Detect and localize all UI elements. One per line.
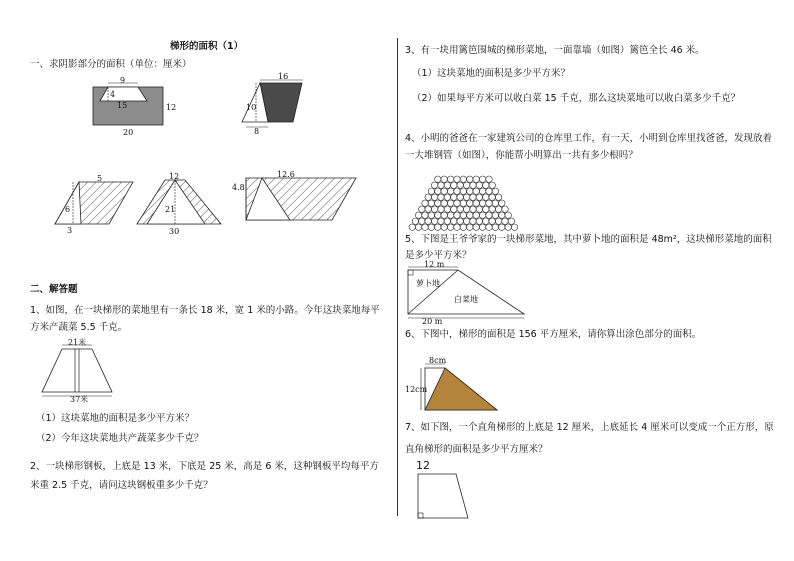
pipe xyxy=(486,212,492,218)
pipe xyxy=(476,194,482,200)
pipe xyxy=(454,200,460,206)
pipe xyxy=(486,224,492,230)
question-6: 6、下图中，梯形的面积是 156 平方厘米，请你算出涂色部分的面积。 xyxy=(405,329,702,340)
pipe xyxy=(486,188,492,194)
pipe xyxy=(457,206,463,212)
question-5: 5、下图是王爷爷家的一块梯形菜地，其中萝卜地的面积是 48m²，这块梯形菜地的面积是多少平方米？ xyxy=(405,234,772,261)
pipe xyxy=(444,218,450,224)
pipe xyxy=(492,200,498,206)
pipe xyxy=(495,218,501,224)
pipe xyxy=(483,218,489,224)
pipe xyxy=(441,200,447,206)
pipe xyxy=(505,224,511,230)
pipe xyxy=(495,206,501,212)
pipe xyxy=(454,224,460,230)
pipe xyxy=(460,176,466,182)
q5-label-cabbage: 白菜地 xyxy=(454,295,478,304)
pipe xyxy=(460,212,466,218)
pipe xyxy=(486,176,492,182)
pipe xyxy=(441,224,447,230)
pipe xyxy=(435,176,441,182)
pipe xyxy=(479,176,485,182)
q5-label-bottom: 20 m xyxy=(422,317,443,326)
fig3-label-top: 5 xyxy=(97,174,103,183)
pipe xyxy=(447,176,453,182)
fig4-label-bottom: 30 xyxy=(169,227,180,236)
pipe xyxy=(499,212,505,218)
question-1: 1、如图，在一块梯形的菜地里有一条长 18 米，宽 1 米的小路。今年这块菜地每平方米产蔬菜 5.5 千克。 xyxy=(30,305,380,333)
question-3: 3、有一块用篱笆围城的梯形菜地，一面靠墙（如图）篱笆全长 46 米。 xyxy=(405,45,705,56)
pipe xyxy=(463,194,469,200)
pipe xyxy=(476,218,482,224)
pipe xyxy=(444,206,450,212)
pipe xyxy=(419,206,425,212)
pipe xyxy=(454,188,460,194)
pipe xyxy=(447,212,453,218)
q6-label-left: 12cm xyxy=(405,385,428,394)
pipe xyxy=(438,182,444,188)
pipe xyxy=(435,188,441,194)
question-3b: （2）如果每平方米可以收白菜 15 千克，那么这块菜地可以收白菜多少千克？ xyxy=(412,93,741,104)
pipe xyxy=(479,212,485,218)
pipe xyxy=(473,188,479,194)
pipe xyxy=(425,194,431,200)
figure-2-trapezoid xyxy=(238,72,308,136)
pipe xyxy=(444,182,450,188)
pipe xyxy=(457,218,463,224)
figure-1-rect-trapezoid xyxy=(80,76,190,140)
pipe xyxy=(463,206,469,212)
pipe xyxy=(479,200,485,206)
pipe xyxy=(457,194,463,200)
fig5-label-left: 4.8 xyxy=(232,183,245,192)
pipe xyxy=(444,194,450,200)
pipe xyxy=(467,200,473,206)
pipe xyxy=(415,212,421,218)
pipe xyxy=(483,182,489,188)
q4-figure-pipe-stack xyxy=(405,172,525,232)
pipe xyxy=(412,218,418,224)
pipe xyxy=(467,188,473,194)
pipe xyxy=(431,194,437,200)
pipe xyxy=(486,200,492,206)
question-3a: （1）这块菜地的面积是多少平方米？ xyxy=(412,68,571,79)
pipe xyxy=(422,224,428,230)
pipe xyxy=(505,212,511,218)
pipe xyxy=(467,176,473,182)
pipe xyxy=(460,200,466,206)
fig4-label-mid: 21 xyxy=(165,205,176,214)
pipe xyxy=(502,206,508,212)
question-1b: （2）今年这块菜地共产蔬菜多少千克？ xyxy=(36,433,204,444)
pipe xyxy=(492,188,498,194)
q6-figure-shaded-triangle xyxy=(405,358,500,414)
pipe xyxy=(428,224,434,230)
pipe xyxy=(425,218,431,224)
pipe xyxy=(428,188,434,194)
pipe xyxy=(447,188,453,194)
pipe xyxy=(441,212,447,218)
pipe xyxy=(454,176,460,182)
fig1-label-right: 12 xyxy=(166,103,177,112)
pipe xyxy=(476,206,482,212)
q1-label-bottom: 37米 xyxy=(70,395,89,404)
pipe xyxy=(431,182,437,188)
pipe xyxy=(435,224,441,230)
q1-label-top: 21米 xyxy=(68,338,87,347)
fig5-label-top: 12.6 xyxy=(277,170,295,179)
q1-figure-trapezoid-road xyxy=(40,340,115,402)
pipe xyxy=(476,182,482,188)
pipe xyxy=(467,212,473,218)
pipe xyxy=(470,194,476,200)
question-2: 2、一块梯形钢板，上底是 13 米，下底是 25 米，高是 6 米，这种钢板平均每平方米重 2.5 千克，请问这块钢板重多少千克？ xyxy=(30,461,379,491)
pipe xyxy=(451,182,457,188)
pipe xyxy=(489,218,495,224)
fig1-label-bottom: 20 xyxy=(123,128,134,137)
pipe xyxy=(457,182,463,188)
fig1-label-top: 9 xyxy=(120,76,126,85)
pipe xyxy=(489,194,495,200)
pipe xyxy=(431,218,437,224)
pipe xyxy=(495,194,501,200)
pipe xyxy=(431,206,437,212)
pipe xyxy=(447,224,453,230)
pipe xyxy=(492,224,498,230)
pipe xyxy=(470,182,476,188)
fig2-label-bottom: 8 xyxy=(254,127,260,136)
pipe xyxy=(428,200,434,206)
q6-label-top: 8cm xyxy=(429,356,447,365)
question-1a: （1）这块菜地的面积是多少平方米？ xyxy=(36,413,195,424)
question-4: 4、小明的爸爸在一家建筑公司的仓库里工作，有一天，小明到仓库里找爸爸，发现放着一大堆钢管（如图），你能帮小明算出一共有多少根吗？ xyxy=(405,133,773,161)
q7-label-top: 12 xyxy=(416,459,430,472)
pipe xyxy=(470,206,476,212)
pipe xyxy=(454,212,460,218)
pipe xyxy=(463,218,469,224)
fig3-label-bottom: 3 xyxy=(67,226,73,235)
pipe xyxy=(473,200,479,206)
fig4-label-top: 12 xyxy=(169,172,180,181)
fig1-label-mid: 4 xyxy=(110,90,116,99)
q5-label-top: 12 m xyxy=(424,260,445,269)
q5-label-radish: 萝卜地 xyxy=(416,279,440,288)
pipe xyxy=(409,224,415,230)
pipe xyxy=(511,224,517,230)
pipe xyxy=(489,206,495,212)
pipe xyxy=(479,224,485,230)
pipe xyxy=(451,218,457,224)
figure-3-parallelogram xyxy=(55,172,145,234)
section-2-heading: 二、解答题 xyxy=(30,284,78,295)
fig3-label-left: 6 xyxy=(65,205,71,214)
section-1-heading: 一、求阴影部分的面积（单位：厘米） xyxy=(30,59,192,70)
pipe xyxy=(438,194,444,200)
question-7: 7、如下图，一个直角梯形的上底是 12 厘米，上底延长 4 厘米可以变成一个正方形，原直角梯形的面积是多少平方厘米？ xyxy=(405,422,774,455)
pipe xyxy=(508,218,514,224)
pipe xyxy=(479,188,485,194)
pipe xyxy=(467,224,473,230)
pipe xyxy=(451,206,457,212)
pipe xyxy=(489,182,495,188)
pipe xyxy=(470,218,476,224)
pipe xyxy=(422,200,428,206)
pipe xyxy=(422,212,428,218)
fig1-label-inner: 15 xyxy=(117,101,128,110)
pipe xyxy=(499,224,505,230)
pipe xyxy=(415,224,421,230)
pipe xyxy=(438,206,444,212)
pipe xyxy=(502,218,508,224)
pipe xyxy=(492,212,498,218)
pipe xyxy=(447,200,453,206)
pipe xyxy=(473,212,479,218)
pipe xyxy=(435,212,441,218)
q5-figure-trapezoid-field xyxy=(402,262,532,324)
pipe xyxy=(441,188,447,194)
pipe xyxy=(463,182,469,188)
page-title: 梯形的面积（1） xyxy=(170,41,244,52)
pipe xyxy=(419,218,425,224)
pipe xyxy=(473,176,479,182)
pipe xyxy=(428,212,434,218)
pipe xyxy=(460,188,466,194)
pipe xyxy=(483,206,489,212)
q7-figure-right-trapezoid xyxy=(412,460,472,522)
figure-5-parallelogram xyxy=(232,170,367,230)
pipe xyxy=(451,194,457,200)
pipe xyxy=(441,176,447,182)
column-divider xyxy=(397,38,398,516)
fig2-label-top: 16 xyxy=(278,72,289,81)
pipe xyxy=(460,224,466,230)
pipe xyxy=(438,218,444,224)
pipe xyxy=(435,200,441,206)
fig2-label-left: 10 xyxy=(246,103,257,112)
pipe xyxy=(499,200,505,206)
figure-4-trapezoid xyxy=(135,172,225,236)
pipe xyxy=(425,206,431,212)
pipe xyxy=(483,194,489,200)
pipe xyxy=(473,224,479,230)
